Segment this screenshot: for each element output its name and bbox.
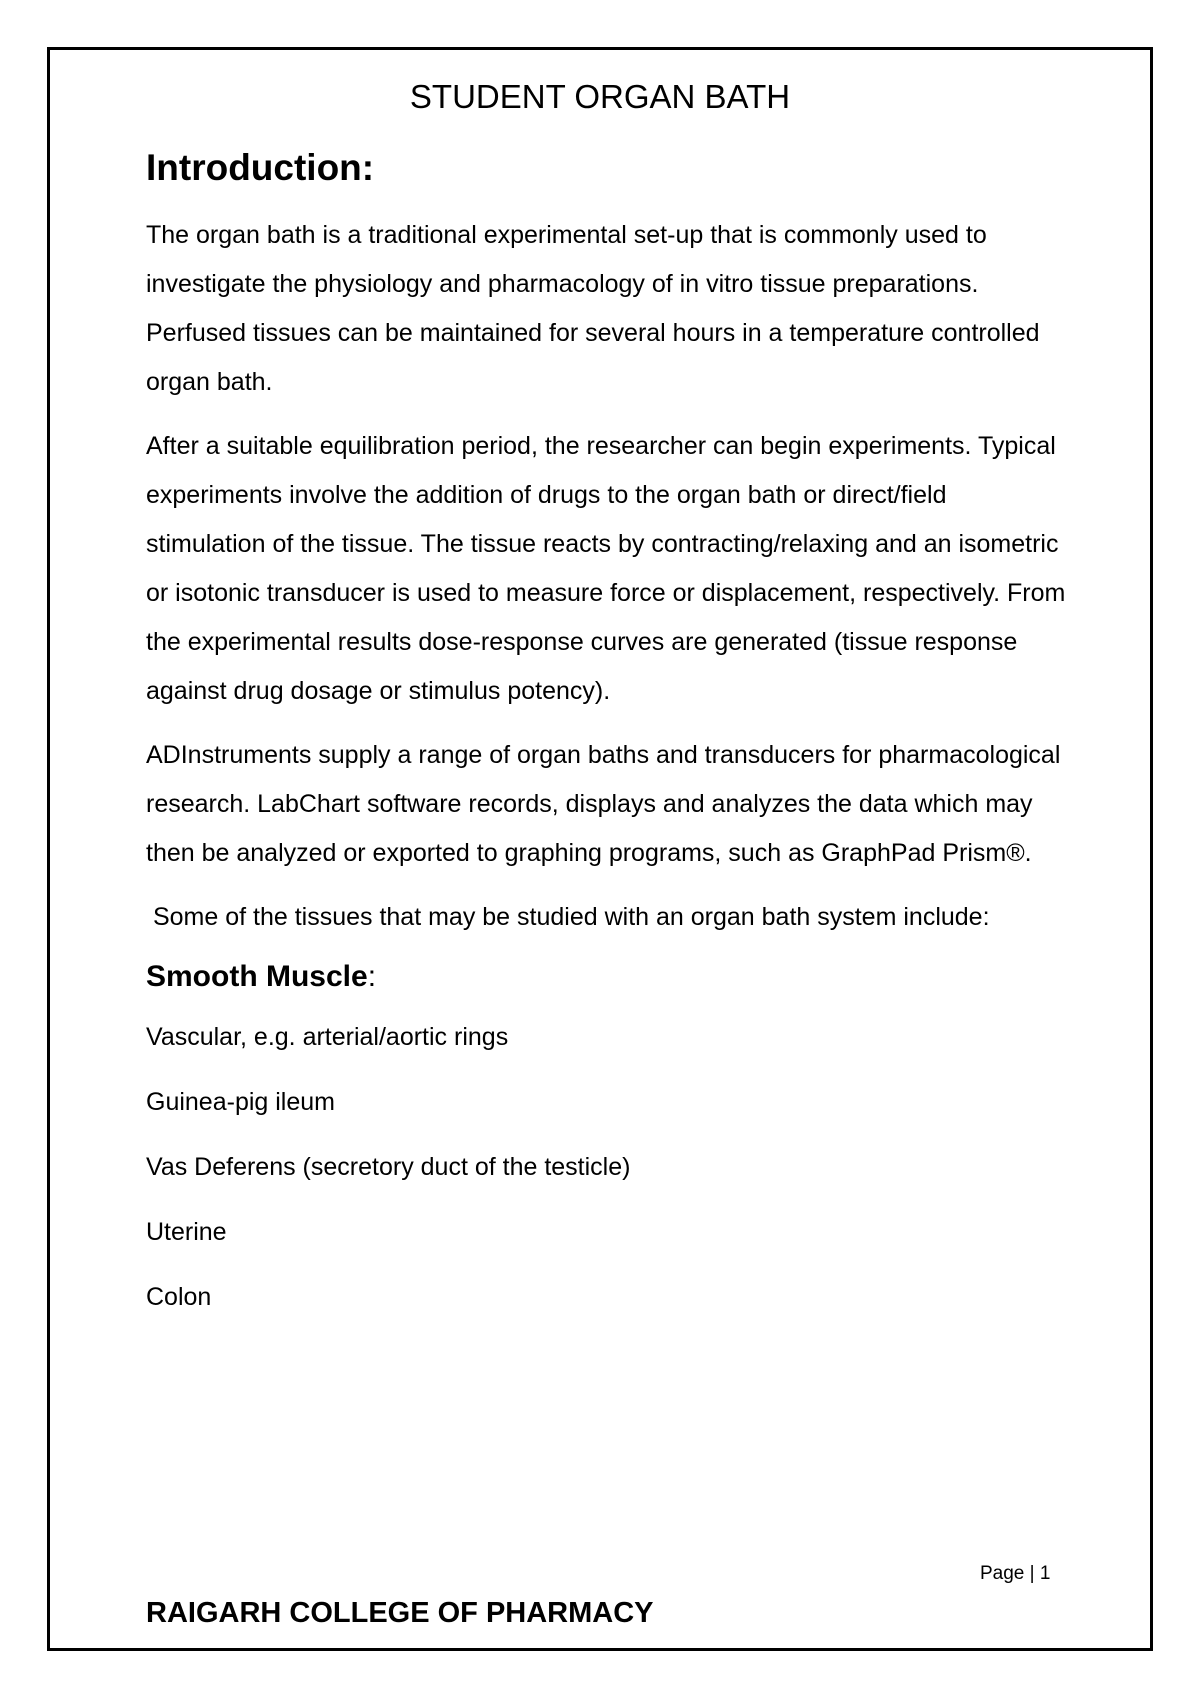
paragraph-3: ADInstruments supply a range of organ baths and transducers for pharmacological research. LabChart software records, displays and analyzes the data which may then be analyzed or exported to graphing programs, such as GraphPad Prism®. bbox=[146, 741, 1061, 867]
smooth-muscle-heading-text: Smooth Muscle bbox=[146, 960, 368, 993]
list-item: Vas Deferens (secretory duct of the testicle) bbox=[146, 1153, 631, 1181]
document-body bbox=[146, 145, 1066, 1342]
page-title: STUDENT ORGAN BATH bbox=[409, 78, 791, 115]
page-number: Page | 1 bbox=[980, 1563, 1051, 1584]
paragraph-4-text: Some of the tissues that may be studied with an organ bath system include: bbox=[152, 903, 990, 931]
list-item: Colon bbox=[146, 1283, 212, 1311]
paragraph-1: The organ bath is a traditional experimental set-up that is commonly used to investigate the physiology and pharmacology of in vitro tissue preparations. Perfused tissues can be maintained for several hours in a temperature controlled organ bath. bbox=[146, 221, 1040, 396]
smooth-muscle-heading bbox=[146, 957, 1066, 997]
list-item: Uterine bbox=[146, 1218, 227, 1246]
footer-college-name: RAIGARH COLLEGE OF PHARMACY bbox=[146, 1597, 654, 1629]
introduction-heading: Introduction: bbox=[146, 147, 375, 188]
smooth-muscle-heading-colon: : bbox=[367, 960, 377, 993]
list-item: Vascular, e.g. arterial/aortic rings bbox=[146, 1023, 509, 1051]
paragraph-4 bbox=[146, 893, 1066, 942]
list-item: Guinea-pig ileum bbox=[146, 1088, 335, 1116]
paragraph-2: After a suitable equilibration period, the researcher can begin experiments. Typical experiments involve the addition of drugs to the organ bath or direct/field stimulation of the tissue. The tissue reacts by contracting/relaxing and an isometric or isotonic transducer is used to measure force or displacement, respectively. From the experimental results dose-response curves are generated (tissue response against drug dosage or stimulus potency). bbox=[146, 432, 1066, 705]
